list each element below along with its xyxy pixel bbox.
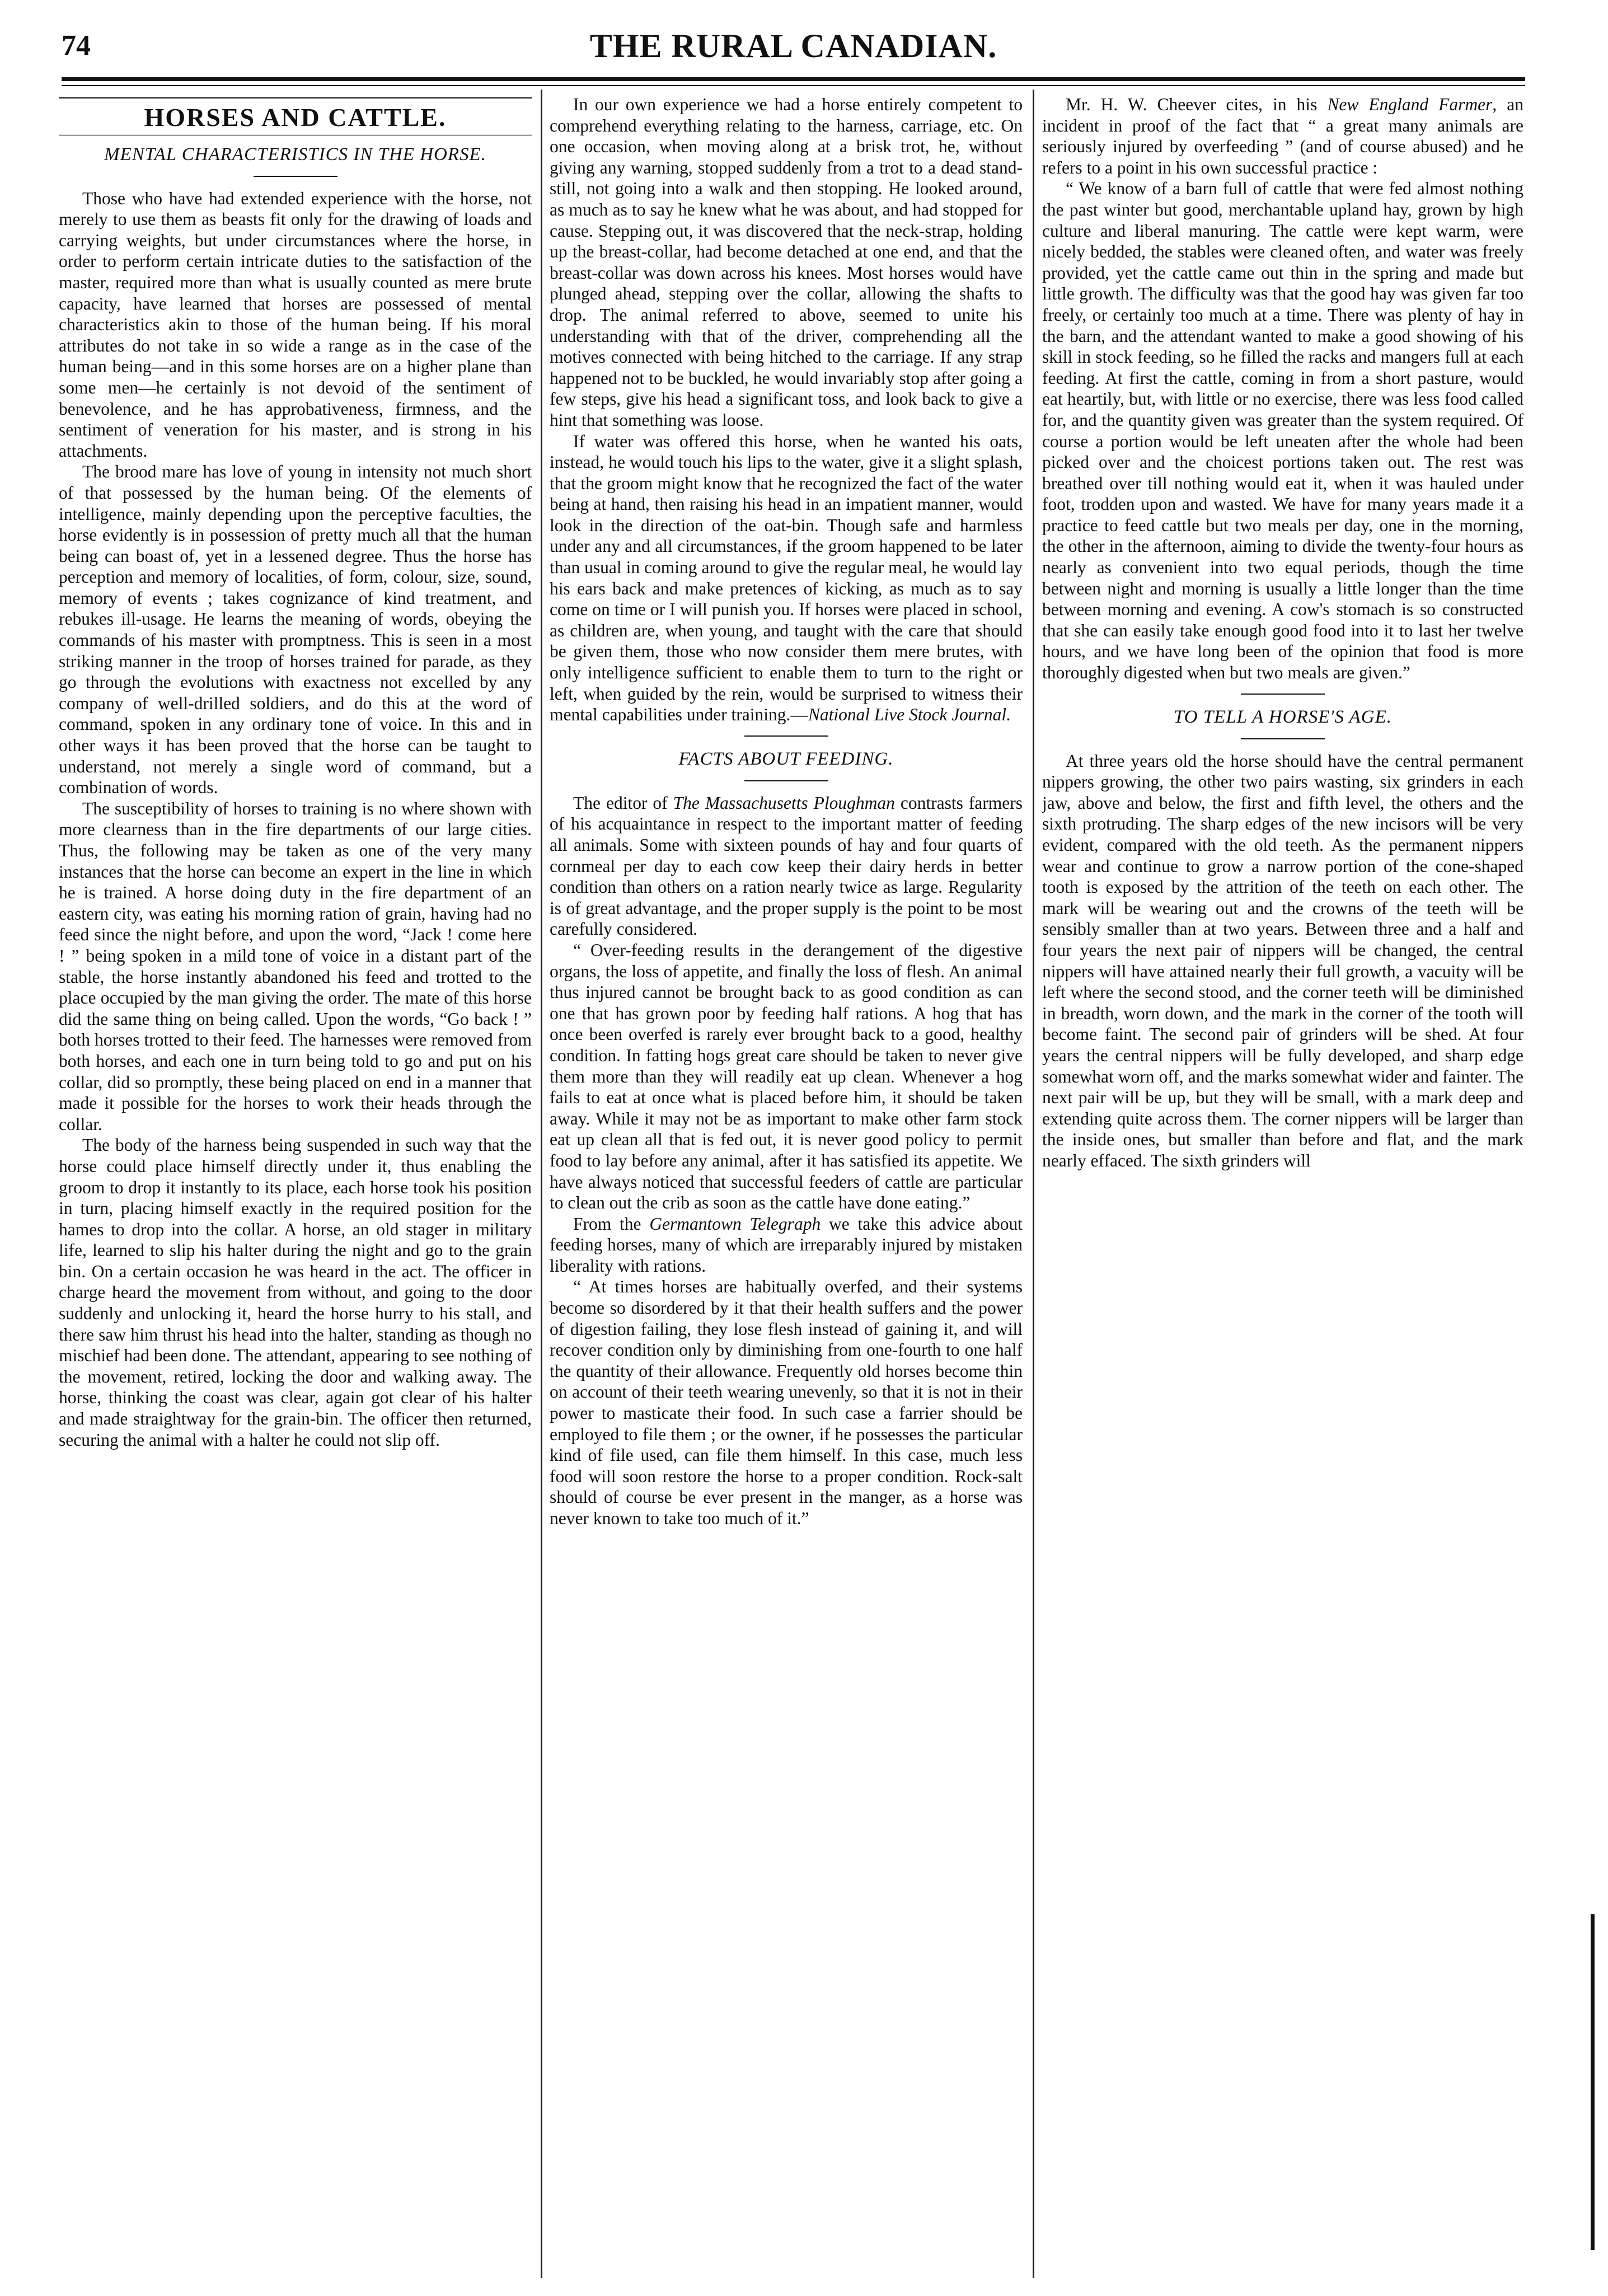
paragraph-text: Mr. H. W. Cheever cites, in his xyxy=(1066,95,1328,114)
article-divider xyxy=(1241,694,1325,695)
page-title: THE RURAL CANADIAN. xyxy=(589,27,997,64)
column-2 xyxy=(550,94,1023,2280)
column-rule-2 xyxy=(1033,90,1034,2278)
paragraph: “ Over-feeding results in the derangement of the digestive organs, the loss of appetite, and finally the loss of flesh. An animal thus injured cannot be brought back to as good condition as can one that has grown poor by feeding half rations. A hog that has once been overfed is rarely ever brought back to a good, healthy condition. In fatting hogs great care should be taken to never give them more than they will readily eat up clean. Whenever a hog fails to eat at once what is placed before him, it should be taken away. While it may not be as important to make other farm stock eat up clean all that is fed out, it is never good policy to permit food to lay before any animal, after it has satisfied its appetite. We have always noticed that successful feeders of cattle are particular to clean out the crib as soon as the cattle have done eating.” xyxy=(550,940,1023,1213)
source-name: Germantown Telegraph xyxy=(649,1213,821,1234)
scan-edge-mark xyxy=(1591,1914,1595,2250)
paragraph-text: contrasts farmers of his acquaintance in respect to the important matter of feeding all animals. Some with sixteen pounds of hay and four quarts of cornmeal per day to each cow keep their dairy herds in better condition than others on a ration nearly twice as large. Regularity is of great advantage, and the proper supply is the point to be most carefully considered. xyxy=(550,793,1023,939)
paragraph-text: The editor of xyxy=(573,793,673,813)
paragraph: The susceptibility of horses to training is no where shown with more clearness than in the fire departments of our large cities. Thus, the following may be taken as one of the very many instances that the horse can become an expert in the line in which he is trained. A horse doing duty in the fire department of an eastern city, was eating his morning ration of grain, having had no feed since the night before, and upon the word, “Jack ! come here ! ” being spoken in a mild tone of voice in a distant part of the stable, the horse instantly abandoned his feed and trotted to the place occupied by the man giving the order. The mate of this horse did the same thing on being called. Upon the words, “Go back ! ” both horses trotted to their feed. The harnesses were removed from both horses, and each one in turn being told to go and put on his collar, did so promptly, these being placed on end in a manner that made it possible for the horses to work their heads through the collar. xyxy=(59,798,532,1134)
paragraph-text: , an incident in proof of the fact that “ a great many animals are seriously injured by overfeeding ” (and of course abused) and he refers to a point in his own successful practice : xyxy=(1042,95,1523,177)
paragraph-text: If water was offered this horse, when he wanted his oats, instead, he would touch his lips to the water, give it a slight splash, that the groom might know that he recognized the fact of the water being at hand, then raising his head in an impatient manner, would look in the direction of the oat-bin. Though safe and harmless under any and all circumstances, if the groom happened to be later than usual in coming around to give the regular meal, he would lay his ears back and make pretences of kicking, as much as to say come on time or I will punish you. If horses were placed in school, as children are, when young, and taught with the care that should be given them, those who now consider them mere brutes, with only intelligence sufficient to enable them to turn to the right or left, when guided by the rein, would be surprised to witness their mental capabilities under training.— xyxy=(550,431,1023,725)
source-credit: National Live Stock Journal. xyxy=(808,705,1011,725)
paragraph xyxy=(550,1213,1023,1277)
paragraph xyxy=(1042,94,1523,178)
title-rule xyxy=(254,176,337,177)
header-rule-thick xyxy=(62,77,1525,81)
title-rule xyxy=(1241,738,1325,739)
paragraph: Those who have had extended experience with the horse, not merely to use them as beasts fit only for the drawing of loads and carrying weights, but under circumstances where the horse, in order to perform certain intricate duties to the satisfaction of the master, required more than what is usually counted as mere brute capacity, have learned that horses are possessed of mental characteristics akin to those of the human being. If his moral attributes do not take in so wide a range as in the case of the human being—and in this some horses are on a higher plane than some men—he certainly is not devoid of the sentiment of benevolence, and he has approbativeness, firmness, and the sentiment of veneration for his master, and is strong in his attachments. xyxy=(59,188,532,461)
page-number: 74 xyxy=(62,30,91,62)
header-rule-thin xyxy=(62,85,1525,86)
article-title-feeding: FACTS ABOUT FEEDING. xyxy=(678,748,894,769)
source-name: The Massachusetts Ploughman xyxy=(673,793,895,813)
column-1 xyxy=(59,94,532,2280)
paragraph-text: From the xyxy=(573,1213,650,1234)
paragraph: In our own experience we had a horse entirely competent to comprehend everything relating to the harness, carriage, etc. On one occasion, when moving along at a brisk trot, he, without giving any warning, stopped suddenly from a trot to a dead stand-still, not going into a walk and then stopping. He looked around, as much as to say he knew what he was about, and had stopped for cause. Stepping out, it was discovered that the neck-strap, holding up the breast-collar, had become detached at one end, and that the breast-collar was down across his knees. Most horses would have plunged ahead, stepping over the collar, allowing the shafts to drop. The animal referred to above, seemed to unite his understanding with that of the driver, comprehending all the motives connected with being hitched to the carriage. If any strap happened not to be buckled, he would invariably stop after going a few steps, give his head a significant toss, and look back to give a hint that something was loose. xyxy=(550,95,1023,430)
article-divider xyxy=(744,735,828,737)
column-3 xyxy=(1042,94,1523,2280)
paragraph: The brood mare has love of young in intensity not much short of that possessed by the human being. Of the elements of intelligence, mainly depending upon the perceptive faculties, the horse evidently is in possession of pretty much all that the human being can boast of, yet in a lessened degree. Thus the horse has perception and memory of localities, of form, colour, size, sound, memory of events ; takes cognizance of kind treatment, and rebukes ill-usage. He learns the meaning of words, obeying the commands of his master with promptness. This is seen in a most striking manner in the troop of horses trained for parade, as they go through the evolutions with exactness not excelled by any company of well-drilled soldiers, and do this at the word of command, spoken in any ordinary tone of voice. In this and in other ways it has been proved that the horse can be taught to understand, not merely a single word of command, but a combination of words. xyxy=(59,462,532,798)
paragraph: “ At times horses are habitually overfed, and their systems become so disordered by it that their health suffers and the power of digestion failing, they lose flesh instead of gaining it, and will recover condition only by diminishing from one-fourth to one half the quantity of their allowance. Frequently old horses become thin on account of their teeth wearing unevenly, so that it is not in their power to masticate their food. In such case a farrier should be employed to file them ; or the owner, if he possesses the particular kind of file used, can file them himself. In this case, much less food will soon restore the horse to a proper condition. Rock-salt should of course be ever present in the manger, as a horse was never known to take too much of it.” xyxy=(550,1277,1023,1528)
page-header xyxy=(62,25,1525,69)
title-rule xyxy=(744,780,828,781)
source-name: New England Farmer xyxy=(1327,95,1493,114)
paragraph: The body of the harness being suspended in such way that the horse could place himself directly under it, thus enabling the groom to drop it instantly to its place, each horse took his position in turn, placing himself exactly in the required position for the hames to drop into the collar. A horse, an old stager in military life, learned to slip his halter during the night and go to the grain bin. On a certain occasion he was heard in the act. The officer in charge heard the movement from without, and going to the door suddenly and unlocking it, heard the horse hurry to his stall, and there saw him thrust his head into the halter, standing as though no mischief had been done. The attendant, appearing to see nothing of the movement, retired, locking the door and walking away. The horse, thinking the coast was clear, again got clear of his halter and made straightway for the grain-bin. The officer then returned, securing the animal with a halter he could not slip off. xyxy=(59,1135,532,1450)
paragraph xyxy=(550,431,1023,725)
article-title-mental: MENTAL CHARACTERISTICS IN THE HORSE. xyxy=(104,144,486,165)
section-rule-bottom xyxy=(59,134,532,135)
section-title: HORSES AND CATTLE. xyxy=(144,103,447,132)
paragraph xyxy=(550,793,1023,940)
article-title-age: TO TELL A HORSE'S AGE. xyxy=(1173,706,1392,727)
paragraph: At three years old the horse should have the central permanent nippers growing, the other two pairs wasting, six grinders in each jaw, above and below, the first and fifth level, the others and the sixth protruding. The sharp edges of the new incisors will be very evident, compared with the old teeth. As the permanent nippers wear and continue to grow a narrow portion of the cone-shaped tooth is exposed by the attrition of the teeth on each other. The mark will be wearing out and the crowns of the teeth will be sensibly smaller than at two years. Between three and a half and four years the next pair of nippers will be changed, the central nippers will have attained nearly their full growth, a vacuity will be left where the second stood, and the corner teeth will be diminished in breadth, worn down, and the mark in the corner of the tooth will become faint. The second pair of grinders will be shed. At four years the central nippers will be fully developed, and sharp edge somewhat worn off, and the marks somewhat wider and fainter. The next pair will be up, but they will be small, with a mark deep and extending quite across them. The corner nippers will be larger than the inside ones, but smaller than before and flat, and the mark nearly effaced. The sixth grinders will xyxy=(1042,751,1523,1170)
paragraph: “ We know of a barn full of cattle that were fed almost nothing the past winter but good, merchantable upland hay, grown by high culture and liberal manuring. The cattle were kept warm, were nicely bedded, the stables were cleaned often, and water was freely provided, yet the cattle came out thin in the spring and made but little growth. The difficulty was that the good hay was given far too freely, or certainly too much at a time. There was plenty of hay in the barn, and the attendant wanted to make a good showing of his skill in stock feeding, so he filled the racks and mangers full at each feeding. At first the cattle, coming in from a short pasture, would eat heartily, but, with little or no exercise, there was less food called for, and the quantity given was greater than the system required. Of course a portion would be left uneaten after the whole had been picked over and the choicest portions taken out. The rest was breathed over till nothing would eat it, when it was hauled under foot, trodden upon and wasted. We have for many years made it a practice to feed cattle but two meals per day, one in the morning, the other in the afternoon, aiming to divide the twenty-four hours as nearly as convenient into two equal periods, though the time between night and morning is usually a little longer than the time between morning and evening. A cow's stomach is so constructed that she can easily take enough good food into it to last her twelve hours, and we have long been of the opinion that food is more thoroughly digested when but two meals are given.” xyxy=(1042,179,1523,683)
column-rule-1 xyxy=(541,90,542,2278)
section-rule-top xyxy=(59,97,532,99)
paragraph-text: we take this advice about feeding horses, many of which are irreparably injured by mistaken liberality with rations. xyxy=(550,1213,1023,1276)
